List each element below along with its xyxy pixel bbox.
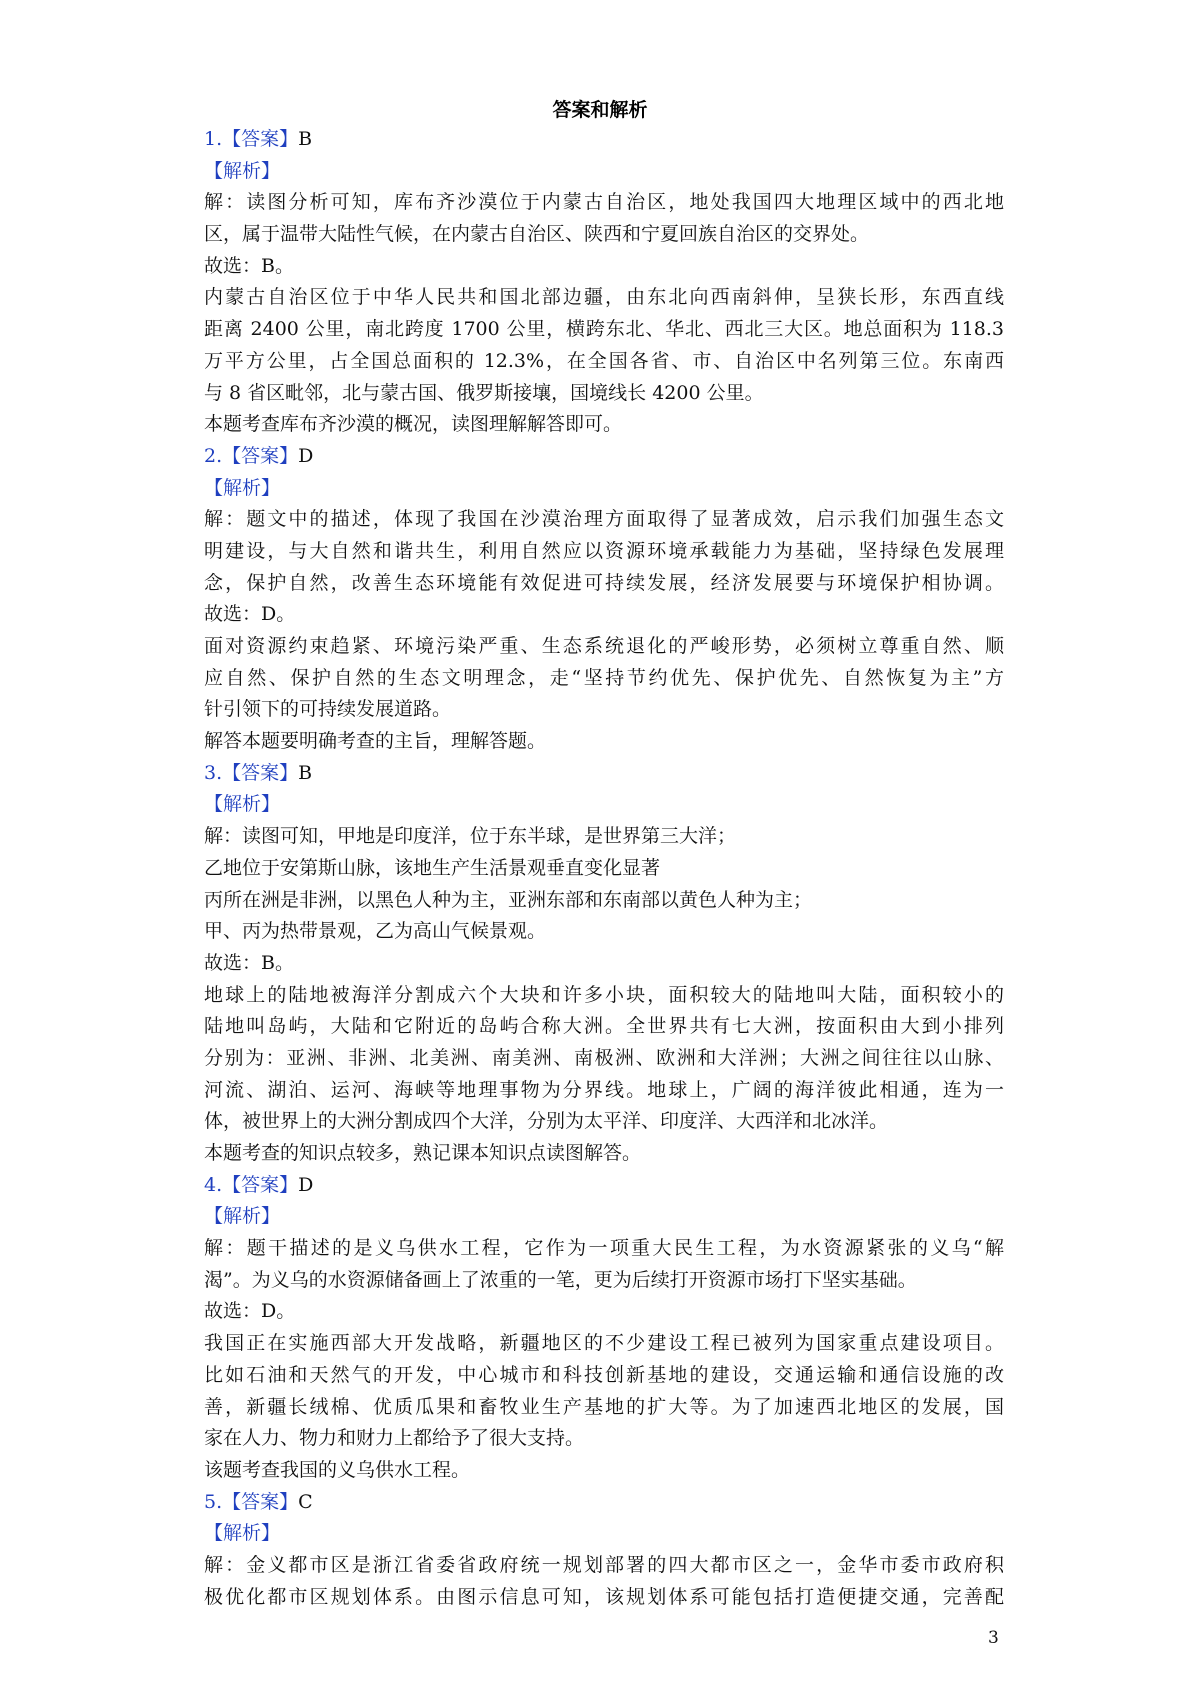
page-title: 答案和解析 bbox=[552, 99, 648, 121]
question-number: 1. bbox=[204, 128, 223, 150]
analysis-text-line: 针引领下的可持续发展道路。 bbox=[204, 698, 452, 721]
analysis-text-line: 念，保护自然，改善生态环境能有效促进可持续发展，经济发展要与环境保护相协调。 bbox=[204, 571, 1004, 594]
analysis-tag: 【解析】 bbox=[204, 159, 281, 182]
analysis-text-line: 体，被世界上的大洲分割成四个大洋，分别为太平洋、印度洋、大西洋和北冰洋。 bbox=[204, 1110, 889, 1133]
question-number: 3. bbox=[204, 761, 223, 784]
analysis-text-line: 陆地叫岛屿，大陆和它附近的岛屿合称大洲。全世界共有七大洲，按面积由大到小排列 bbox=[204, 1015, 1004, 1038]
answer-tag: 【答案】 bbox=[222, 761, 299, 784]
question-block bbox=[204, 441, 1004, 758]
question-number: 4. bbox=[204, 1173, 223, 1196]
analysis-text-line: 明建设，与大自然和谐共生，利用自然应以资源环境承载能力为基础，坚持绿色发展理 bbox=[204, 539, 1004, 562]
analysis-text-line: 甲、丙为热带景观，乙为高山气候景观。 bbox=[204, 920, 547, 943]
analysis-text-line: 故选：B。 bbox=[204, 254, 294, 277]
analysis-text-line: 应自然、保护自然的生态文明理念，走“坚持节约优先、保护优先、自然恢复为主”方 bbox=[204, 666, 1004, 689]
analysis-text-line: 乙地位于安第斯山脉，该地生产生活景观垂直变化显著 bbox=[204, 856, 661, 879]
question-block bbox=[204, 1487, 1004, 1614]
analysis-text-line: 比如石油和天然气的开发，中心城市和科技创新基地的建设，交通运输和通信设施的改 bbox=[204, 1363, 1004, 1386]
analysis-text-line: 该题考查我国的义乌供水工程。 bbox=[204, 1458, 471, 1481]
answer-tag: 【答案】 bbox=[222, 128, 299, 150]
analysis-text-line: 面对资源约束趋紧、环境污染严重、生态系统退化的严峻形势，必须树立尊重自然、顺 bbox=[204, 635, 1004, 657]
answer-value: B bbox=[298, 761, 313, 784]
analysis-text-line: 解：金义都市区是浙江省委省政府统一规划部署的四大都市区之一，金华市委市政府积 bbox=[204, 1553, 1004, 1576]
answer-line bbox=[204, 441, 1004, 473]
analysis-text-line: 万平方公里，占全国总面积的 12.3%，在全国各省、市、自治区中名列第三位。东南西 bbox=[204, 349, 1004, 372]
answer-line bbox=[204, 1170, 1004, 1202]
analysis-text-line: 故选：D。 bbox=[204, 603, 296, 626]
answer-tag: 【答案】 bbox=[222, 444, 299, 467]
analysis-text-line: 故选：D。 bbox=[204, 1300, 296, 1323]
answer-value: D bbox=[298, 1173, 314, 1196]
answer-line bbox=[204, 758, 1004, 790]
page-number: 3 bbox=[988, 1628, 999, 1648]
answer-tag: 【答案】 bbox=[222, 1173, 299, 1196]
analysis-text-line: 与 8 省区毗邻，北与蒙古国、俄罗斯接壤，国境线长 4200 公里。 bbox=[204, 381, 764, 404]
analysis-text-line: 区，属于温带大陆性气候，在内蒙古自治区、陕西和宁夏回族自治区的交界处。 bbox=[204, 223, 870, 246]
analysis-text-line: 分别为：亚洲、非洲、北美洲、南美洲、南极洲、欧洲和大洋洲；大洲之间往往以山脉、 bbox=[204, 1046, 1004, 1069]
answer-value: B bbox=[298, 128, 313, 150]
answer-line bbox=[204, 124, 1004, 156]
analysis-text-line: 解：读图分析可知，库布齐沙漠位于内蒙古自治区，地处我国四大地理区域中的西北地 bbox=[204, 191, 1004, 214]
analysis-text-line: 家在人力、物力和财力上都给予了很大支持。 bbox=[204, 1427, 585, 1450]
question-number: 2. bbox=[204, 444, 223, 467]
question-block bbox=[204, 124, 1004, 441]
analysis-text-line: 内蒙古自治区位于中华人民共和国北部边疆，由东北向西南斜伸，呈狭长形，东西直线 bbox=[204, 286, 1004, 309]
answer-tag: 【答案】 bbox=[222, 1490, 299, 1513]
analysis-tag: 【解析】 bbox=[204, 476, 281, 499]
question-block bbox=[204, 758, 1004, 1170]
analysis-text-line: 渴”。为义乌的水资源储备画上了浓重的一笔，更为后续打开资源市场打下坚实基础。 bbox=[204, 1268, 917, 1291]
answers-content bbox=[204, 124, 1004, 1613]
answer-value: C bbox=[298, 1490, 313, 1513]
analysis-tag: 【解析】 bbox=[204, 1522, 281, 1545]
analysis-text-line: 解答本题要明确考查的主旨，理解答题。 bbox=[204, 730, 547, 753]
analysis-text-line: 本题考查库布齐沙漠的概况，读图理解解答即可。 bbox=[204, 413, 623, 436]
analysis-text-line: 解：读图可知，甲地是印度洋，位于东半球，是世界第三大洋； bbox=[204, 825, 737, 848]
question-block bbox=[204, 1170, 1004, 1487]
question-number: 5. bbox=[204, 1490, 223, 1513]
answer-line bbox=[204, 1487, 1004, 1519]
analysis-tag: 【解析】 bbox=[204, 793, 281, 816]
analysis-text-line: 我国正在实施西部大开发战略，新疆地区的不少建设工程已被列为国家重点建设项目。 bbox=[204, 1332, 1004, 1355]
analysis-text-line: 故选：B。 bbox=[204, 951, 294, 974]
analysis-text-line: 距离 2400 公里，南北跨度 1700 公里，横跨东北、华北、西北三大区。地总面积为 118.3 bbox=[204, 318, 1004, 341]
analysis-text-line: 善，新疆长绒棉、优质瓜果和畜牧业生产基地的扩大等。为了加速西北地区的发展，国 bbox=[204, 1395, 1004, 1418]
analysis-text-line: 解：题文中的描述，体现了我国在沙漠治理方面取得了显著成效，启示我们加强生态文 bbox=[204, 508, 1004, 531]
analysis-text-line: 解：题干描述的是义乌供水工程，它作为一项重大民生工程，为水资源紧张的义乌“解 bbox=[204, 1237, 1004, 1260]
analysis-tag: 【解析】 bbox=[204, 1205, 281, 1228]
answer-value: D bbox=[298, 444, 314, 467]
analysis-text-line: 丙所在洲是非洲，以黑色人种为主，亚洲东部和东南部以黄色人种为主； bbox=[204, 888, 813, 911]
analysis-text-line: 地球上的陆地被海洋分割成六个大块和许多小块，面积较大的陆地叫大陆，面积较小的 bbox=[204, 983, 1004, 1006]
analysis-text-line: 河流、湖泊、运河、海峡等地理事物为分界线。地球上，广阔的海洋彼此相通，连为一 bbox=[204, 1078, 1004, 1101]
analysis-text-line: 极优化都市区规划体系。由图示信息可知，该规划体系可能包括打造便捷交通，完善配 bbox=[204, 1585, 1004, 1608]
analysis-text-line: 本题考查的知识点较多，熟记课本知识点读图解答。 bbox=[204, 1142, 642, 1164]
